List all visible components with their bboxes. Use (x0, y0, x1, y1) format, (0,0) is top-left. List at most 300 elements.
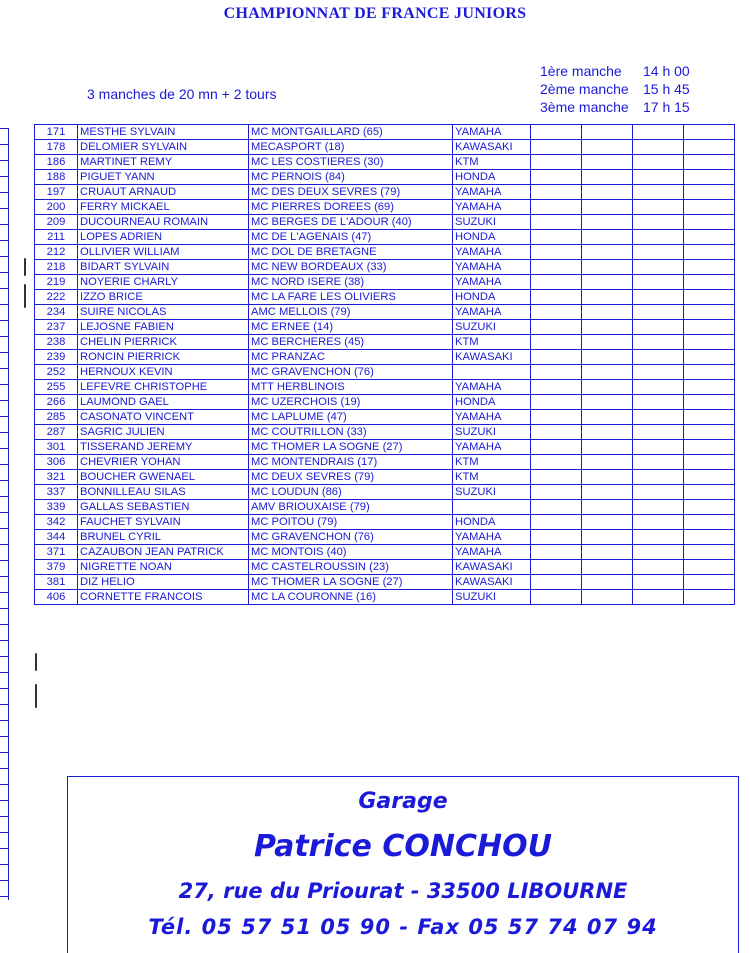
result-cell (633, 455, 684, 470)
rider-name: GALLAS SEBASTIEN (78, 500, 249, 515)
motorcycle-brand: YAMAHA (453, 530, 531, 545)
rider-name: LEFEVRE CHRISTOPHE (78, 380, 249, 395)
entry-number: 237 (35, 320, 78, 335)
result-cell (684, 380, 735, 395)
entry-number: 306 (35, 455, 78, 470)
table-row (35, 125, 735, 140)
result-cell (684, 500, 735, 515)
motorcycle-brand: HONDA (453, 170, 531, 185)
edge-tick (0, 896, 8, 897)
entry-number: 222 (35, 290, 78, 305)
rider-club: MC NEW BORDEAUX (33) (249, 260, 453, 275)
motorcycle-brand: KTM (453, 455, 531, 470)
rider-club: MC UZERCHOIS (19) (249, 395, 453, 410)
rider-name: DUCOURNEAU ROMAIN (78, 215, 249, 230)
result-cell (633, 155, 684, 170)
motorcycle-brand: HONDA (453, 395, 531, 410)
entry-number: 321 (35, 470, 78, 485)
result-cell (633, 365, 684, 380)
result-cell (684, 215, 735, 230)
entries-table (34, 124, 735, 605)
result-cell (633, 440, 684, 455)
race-schedule (540, 62, 690, 116)
binding-mark (24, 284, 26, 308)
entry-number: 219 (35, 275, 78, 290)
rider-club: MC PERNOIS (84) (249, 170, 453, 185)
edge-tick (0, 688, 8, 689)
result-cell (633, 275, 684, 290)
result-cell (684, 140, 735, 155)
result-cell (582, 260, 633, 275)
result-cell (633, 125, 684, 140)
result-cell (582, 455, 633, 470)
result-cell (531, 530, 582, 545)
result-cell (582, 545, 633, 560)
result-cell (531, 560, 582, 575)
result-cell (684, 560, 735, 575)
edge-tick (0, 464, 8, 465)
result-cell (531, 575, 582, 590)
result-cell (582, 275, 633, 290)
edge-tick (0, 448, 8, 449)
entry-number: 238 (35, 335, 78, 350)
motorcycle-brand: YAMAHA (453, 410, 531, 425)
rider-name: IZZO BRICE (78, 290, 249, 305)
rider-club: MC THOMER LA SOGNE (27) (249, 440, 453, 455)
result-cell (684, 320, 735, 335)
result-cell (684, 335, 735, 350)
motorcycle-brand: YAMAHA (453, 260, 531, 275)
rider-name: DELOMIER SYLVAIN (78, 140, 249, 155)
result-cell (633, 245, 684, 260)
table-row (35, 260, 735, 275)
entry-number: 234 (35, 305, 78, 320)
result-cell (582, 245, 633, 260)
table-row (35, 275, 735, 290)
rider-club: MC DES DEUX SEVRES (79) (249, 185, 453, 200)
rider-club: MC PRANZAC (249, 350, 453, 365)
rider-club: MC ERNEE (14) (249, 320, 453, 335)
result-cell (531, 200, 582, 215)
rider-club: MC LES COSTIERES (30) (249, 155, 453, 170)
result-cell (582, 440, 633, 455)
edge-tick (0, 160, 8, 161)
rider-club: MC CASTELROUSSIN (23) (249, 560, 453, 575)
rider-club: MC DOL DE BRETAGNE (249, 245, 453, 260)
motorcycle-brand: YAMAHA (453, 275, 531, 290)
result-cell (582, 125, 633, 140)
motorcycle-brand: YAMAHA (453, 380, 531, 395)
result-cell (531, 125, 582, 140)
schedule-label: 2ème manche (540, 81, 629, 97)
edge-tick (0, 192, 8, 193)
result-cell (684, 200, 735, 215)
motorcycle-brand: YAMAHA (453, 125, 531, 140)
result-cell (582, 215, 633, 230)
motorcycle-brand (453, 365, 531, 380)
result-cell (582, 305, 633, 320)
result-cell (582, 590, 633, 605)
table-row (35, 425, 735, 440)
result-cell (531, 335, 582, 350)
result-cell (684, 290, 735, 305)
result-cell (684, 350, 735, 365)
entry-number: 287 (35, 425, 78, 440)
rider-name: SAGRIC JULIEN (78, 425, 249, 440)
table-row (35, 230, 735, 245)
rider-club: MC GRAVENCHON (76) (249, 530, 453, 545)
schedule-time: 17 h 15 (643, 99, 690, 115)
result-cell (582, 425, 633, 440)
result-cell (684, 470, 735, 485)
entry-number: 171 (35, 125, 78, 140)
table-row (35, 335, 735, 350)
rider-club: MC GRAVENCHON (76) (249, 365, 453, 380)
result-cell (531, 215, 582, 230)
result-cell (531, 155, 582, 170)
result-cell (633, 590, 684, 605)
binding-mark (24, 258, 26, 276)
result-cell (684, 590, 735, 605)
motorcycle-brand: YAMAHA (453, 200, 531, 215)
result-cell (582, 350, 633, 365)
result-cell (684, 185, 735, 200)
entry-number: 406 (35, 590, 78, 605)
motorcycle-brand: YAMAHA (453, 440, 531, 455)
schedule-row (540, 62, 690, 80)
result-cell (531, 395, 582, 410)
rider-name: FAUCHET SYLVAIN (78, 515, 249, 530)
motorcycle-brand: KAWASAKI (453, 575, 531, 590)
rider-name: LEJOSNE FABIEN (78, 320, 249, 335)
result-cell (633, 380, 684, 395)
result-cell (684, 365, 735, 380)
result-cell (531, 545, 582, 560)
table-row (35, 560, 735, 575)
result-cell (531, 515, 582, 530)
motorcycle-brand: KTM (453, 335, 531, 350)
rider-name: FERRY MICKAEL (78, 200, 249, 215)
result-cell (531, 230, 582, 245)
rider-name: CRUAUT ARNAUD (78, 185, 249, 200)
result-cell (582, 500, 633, 515)
rider-name: CHELIN PIERRICK (78, 335, 249, 350)
page-edge-grid (0, 128, 9, 900)
rider-club: MC LA COURONNE (16) (249, 590, 453, 605)
result-cell (684, 125, 735, 140)
result-cell (684, 155, 735, 170)
rider-club: MC LA FARE LES OLIVIERS (249, 290, 453, 305)
edge-tick (0, 208, 8, 209)
entry-number: 337 (35, 485, 78, 500)
table-row (35, 365, 735, 380)
edge-tick (0, 832, 8, 833)
result-cell (633, 140, 684, 155)
binding-mark (35, 653, 37, 671)
result-cell (582, 560, 633, 575)
entry-number: 218 (35, 260, 78, 275)
result-cell (684, 485, 735, 500)
entry-number: 371 (35, 545, 78, 560)
rider-club: MC LOUDUN (86) (249, 485, 453, 500)
rider-name: HERNOUX KEVIN (78, 365, 249, 380)
edge-tick (0, 480, 8, 481)
schedule-label: 3ème manche (540, 99, 629, 115)
table-row (35, 440, 735, 455)
page-title: CHAMPIONNAT DE FRANCE JUNIORS (223, 5, 527, 22)
table-row (35, 350, 735, 365)
rider-name: BRUNEL CYRIL (78, 530, 249, 545)
rider-club: MC MONTOIS (40) (249, 545, 453, 560)
rider-club: MC MONTENDRAIS (17) (249, 455, 453, 470)
rider-club: MC PIERRES DOREES (69) (249, 200, 453, 215)
motorcycle-brand: KTM (453, 155, 531, 170)
result-cell (633, 575, 684, 590)
edge-tick (0, 336, 8, 337)
rider-name: NIGRETTE NOAN (78, 560, 249, 575)
motorcycle-brand: SUZUKI (453, 590, 531, 605)
result-cell (633, 560, 684, 575)
result-cell (582, 290, 633, 305)
result-cell (531, 440, 582, 455)
rider-name: CASONATO VINCENT (78, 410, 249, 425)
motorcycle-brand: KAWASAKI (453, 140, 531, 155)
result-cell (531, 260, 582, 275)
table-row (35, 395, 735, 410)
edge-tick (0, 720, 8, 721)
rider-club: MC POITOU (79) (249, 515, 453, 530)
rider-name: MESTHE SYLVAIN (78, 125, 249, 140)
result-cell (531, 320, 582, 335)
edge-tick (0, 848, 8, 849)
edge-tick (0, 656, 8, 657)
edge-tick (0, 592, 8, 593)
result-cell (684, 440, 735, 455)
result-cell (531, 590, 582, 605)
edge-tick (0, 528, 8, 529)
entry-number: 212 (35, 245, 78, 260)
edge-tick (0, 224, 8, 225)
rider-name: OLLIVIER WILLIAM (78, 245, 249, 260)
edge-tick (0, 256, 8, 257)
result-cell (633, 260, 684, 275)
advert-owner-name: Patrice CONCHOU (254, 829, 552, 864)
edge-tick (0, 240, 8, 241)
result-cell (633, 425, 684, 440)
entry-number: 186 (35, 155, 78, 170)
entry-number: 211 (35, 230, 78, 245)
entry-number: 342 (35, 515, 78, 530)
table-row (35, 245, 735, 260)
rider-club: MC THOMER LA SOGNE (27) (249, 575, 453, 590)
motorcycle-brand: KTM (453, 470, 531, 485)
entry-number: 200 (35, 200, 78, 215)
entry-number: 285 (35, 410, 78, 425)
result-cell (684, 410, 735, 425)
result-cell (531, 485, 582, 500)
result-cell (582, 320, 633, 335)
result-cell (531, 500, 582, 515)
entry-number: 379 (35, 560, 78, 575)
motorcycle-brand: SUZUKI (453, 320, 531, 335)
result-cell (633, 335, 684, 350)
result-cell (684, 245, 735, 260)
result-cell (633, 170, 684, 185)
table-row (35, 455, 735, 470)
rider-club: MC MONTGAILLARD (65) (249, 125, 453, 140)
result-cell (582, 140, 633, 155)
edge-tick (0, 752, 8, 753)
edge-tick (0, 576, 8, 577)
result-cell (633, 230, 684, 245)
result-cell (531, 380, 582, 395)
edge-tick (0, 304, 8, 305)
result-cell (531, 455, 582, 470)
edge-tick (0, 432, 8, 433)
table-row (35, 410, 735, 425)
edge-tick (0, 512, 8, 513)
result-cell (633, 290, 684, 305)
race-format: 3 manches de 20 mn + 2 tours (87, 86, 277, 102)
rider-club: MC LAPLUME (47) (249, 410, 453, 425)
rider-name: CORNETTE FRANCOIS (78, 590, 249, 605)
result-cell (684, 545, 735, 560)
result-cell (633, 545, 684, 560)
edge-tick (0, 784, 8, 785)
rider-name: MARTINET REMY (78, 155, 249, 170)
result-cell (582, 230, 633, 245)
edge-tick (0, 880, 8, 881)
rider-name: LOPES ADRIEN (78, 230, 249, 245)
result-cell (633, 410, 684, 425)
rider-club: MC BERGES DE L'ADOUR (40) (249, 215, 453, 230)
edge-tick (0, 560, 8, 561)
result-cell (531, 410, 582, 425)
rider-name: RONCIN PIERRICK (78, 350, 249, 365)
schedule-row (540, 98, 690, 116)
edge-tick (0, 320, 8, 321)
result-cell (684, 275, 735, 290)
rider-club: MC DEUX SEVRES (79) (249, 470, 453, 485)
rider-name: PIGUET YANN (78, 170, 249, 185)
result-cell (582, 575, 633, 590)
rider-name: BONNILLEAU SILAS (78, 485, 249, 500)
table-row (35, 320, 735, 335)
rider-name: BIDART SYLVAIN (78, 260, 249, 275)
table-row (35, 470, 735, 485)
result-cell (531, 425, 582, 440)
rider-club: MECASPORT (18) (249, 140, 453, 155)
motorcycle-brand: YAMAHA (453, 245, 531, 260)
table-row (35, 290, 735, 305)
result-cell (582, 485, 633, 500)
result-cell (684, 515, 735, 530)
rider-name: LAUMOND GAEL (78, 395, 249, 410)
result-cell (582, 470, 633, 485)
sponsor-advert (67, 776, 739, 953)
rider-name: NOYERIE CHARLY (78, 275, 249, 290)
result-cell (531, 245, 582, 260)
edge-tick (0, 384, 8, 385)
advert-phone-fax: Tél. 05 57 51 05 90 - Fax 05 57 74 07 94 (148, 915, 658, 939)
rider-club: AMC MELLOIS (79) (249, 305, 453, 320)
result-cell (582, 515, 633, 530)
rider-name: DIZ HELIO (78, 575, 249, 590)
motorcycle-brand: SUZUKI (453, 485, 531, 500)
rider-name: SUIRE NICOLAS (78, 305, 249, 320)
motorcycle-brand: HONDA (453, 230, 531, 245)
result-cell (684, 530, 735, 545)
rider-club: MC DE L'AGENAIS (47) (249, 230, 453, 245)
edge-tick (0, 864, 8, 865)
result-cell (633, 500, 684, 515)
edge-tick (0, 288, 8, 289)
table-row (35, 305, 735, 320)
entry-number: 255 (35, 380, 78, 395)
entry-number: 266 (35, 395, 78, 410)
result-cell (531, 275, 582, 290)
entry-number: 301 (35, 440, 78, 455)
rider-name: TISSERAND JEREMY (78, 440, 249, 455)
result-cell (633, 305, 684, 320)
motorcycle-brand: KAWASAKI (453, 560, 531, 575)
result-cell (633, 185, 684, 200)
result-cell (633, 215, 684, 230)
rider-name: BOUCHER GWENAEL (78, 470, 249, 485)
table-row (35, 575, 735, 590)
entry-number: 344 (35, 530, 78, 545)
rider-club: AMV BRIOUXAISE (79) (249, 500, 453, 515)
result-cell (684, 575, 735, 590)
entry-number: 252 (35, 365, 78, 380)
motorcycle-brand: YAMAHA (453, 545, 531, 560)
rider-club: MC COUTRILLON (33) (249, 425, 453, 440)
advert-address: 27, rue du Priourat - 33500 LIBOURNE (178, 879, 628, 903)
result-cell (582, 335, 633, 350)
entry-number: 381 (35, 575, 78, 590)
result-cell (633, 395, 684, 410)
edge-tick (0, 176, 8, 177)
result-cell (684, 425, 735, 440)
rider-club: MTT HERBLINOIS (249, 380, 453, 395)
result-cell (531, 290, 582, 305)
motorcycle-brand: YAMAHA (453, 185, 531, 200)
result-cell (531, 185, 582, 200)
motorcycle-brand: SUZUKI (453, 425, 531, 440)
result-cell (633, 470, 684, 485)
edge-tick (0, 624, 8, 625)
result-cell (582, 365, 633, 380)
table-row (35, 140, 735, 155)
table-row (35, 380, 735, 395)
table-row (35, 485, 735, 500)
result-cell (633, 515, 684, 530)
result-cell (633, 485, 684, 500)
motorcycle-brand: SUZUKI (453, 215, 531, 230)
table-row (35, 500, 735, 515)
edge-tick (0, 416, 8, 417)
edge-tick (0, 272, 8, 273)
entry-number: 188 (35, 170, 78, 185)
result-cell (633, 200, 684, 215)
edge-tick (0, 368, 8, 369)
edge-tick (0, 672, 8, 673)
edge-tick (0, 640, 8, 641)
edge-tick (0, 544, 8, 545)
edge-tick (0, 496, 8, 497)
result-cell (582, 155, 633, 170)
entry-number: 339 (35, 500, 78, 515)
